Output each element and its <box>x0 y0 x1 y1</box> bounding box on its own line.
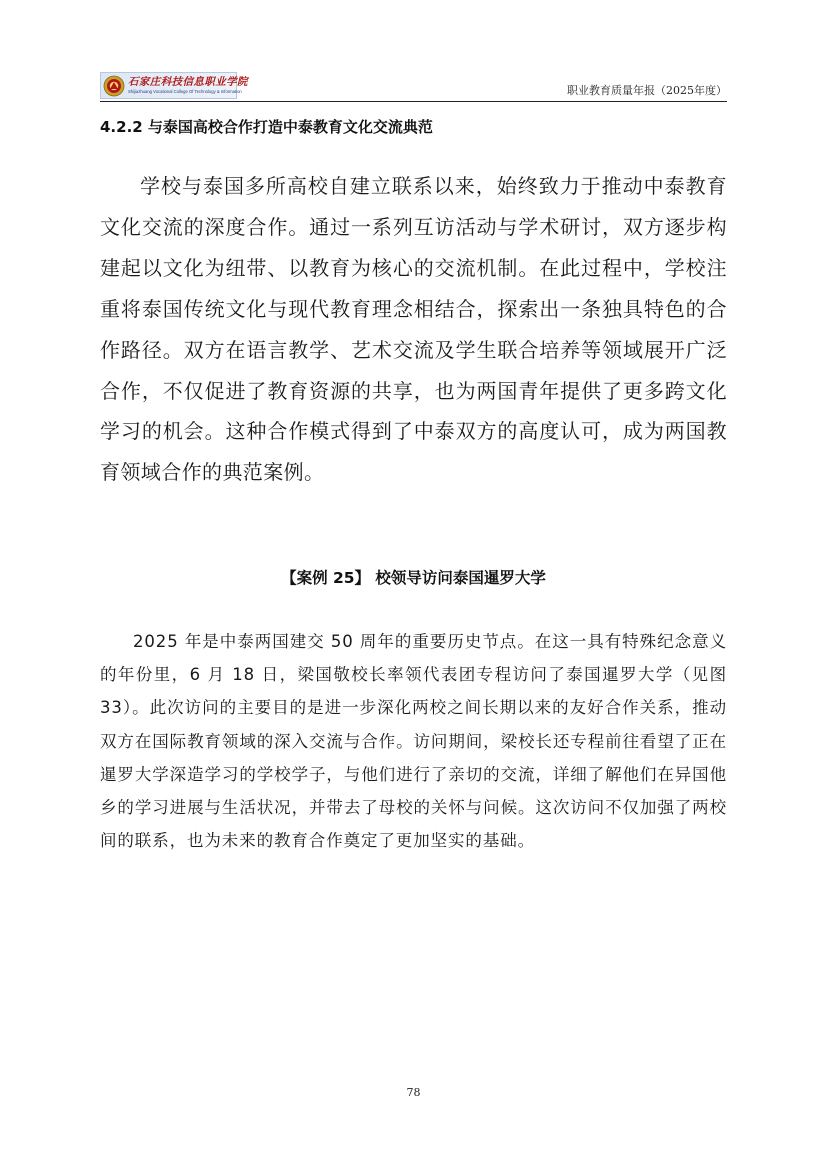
header-divider <box>100 101 727 102</box>
section-intro-paragraph: 学校与泰国多所高校自建立联系以来，始终致力于推动中泰教育文化交流的深度合作。通过一系列互访活动与学术研讨，双方逐步构建起以文化为纽带、以教育为核心的交流机制。在此过程中，学校注重将泰国传统文化与现代教育理念相结合，探索出一条独具特色的合作路径。双方在语言教学、艺术交流及学生联合培养等领域展开广泛合作，不仅促进了教育资源的共享，也为两国青年提供了更多跨文化学习的机会。这种合作模式得到了中泰双方的高度认可，成为两国教育领域合作的典范案例。 <box>100 174 727 485</box>
case-heading: 【案例 25】 校领导访问泰国暹罗大学 <box>281 569 546 587</box>
section-heading: 4.2.2 与泰国高校合作打造中泰教育文化交流典范 <box>100 118 433 136</box>
page-header <box>100 70 727 102</box>
case-body-paragraph: 2025 年是中泰两国建交 50 周年的重要历史节点。在这一具有特殊纪念意义的年份里，6 月 18 日，梁国敬校长率领代表团专程访问了泰国暹罗大学（见图 33）。此次访问的主要目的是进一步深化两校之间长期以来的友好合作关系，推动双方在国际教育领域的深入交流与合作。访问期间，梁校长还专程前往看望了正在暹罗大学深造学习的学校学子，与他们进行了亲切的交流，详细了解他们在异国他乡的学习进展与生活状况，并带去了母校的关怀与问候。这次访问不仅加强了两校间的联系，也为未来的教育合作奠定了更加坚实的基础。 <box>100 632 727 851</box>
page-number: 78 <box>406 1086 421 1099</box>
school-logo <box>100 72 248 99</box>
school-name-en: Shijiazhuang Vocational College Of Technology & Information <box>128 88 242 94</box>
school-name-cn: 石家庄科技信息职业学院 <box>128 76 248 89</box>
report-title: 职业教育质量年报（2025年度） <box>567 84 727 97</box>
school-emblem-icon <box>103 75 125 97</box>
